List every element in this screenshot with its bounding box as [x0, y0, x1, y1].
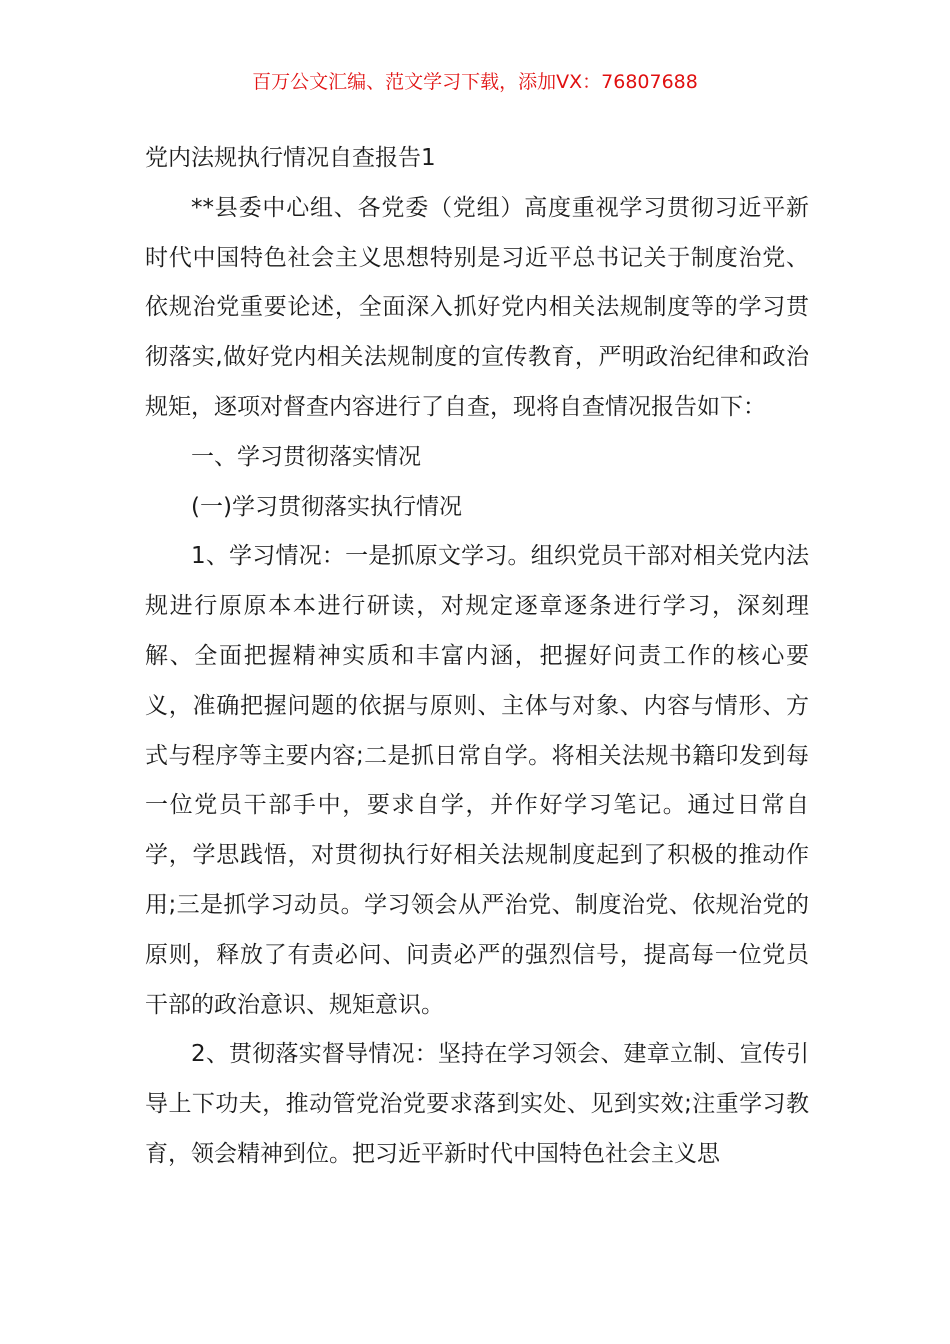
paragraph-study-situation: 1、学习情况：一是抓原文学习。组织党员干部对相关党内法规进行原原本本进行研读，对规定逐章逐条进行学习，深刻理解、全面把握精神实质和丰富内涵，把握好问责工作的核心要义，准确把握问题的依据与原则、主体与对象、内容与情形、方式与程序等主要内容;二是抓日常自学。将相关法规书籍印发到每一位党员干部手中，要求自学，并作好学习笔记。通过日常自学，学思践悟，对贯彻执行好相关法规制度起到了积极的推动作用;三是抓学习动员。学习领会从严治党、制度治党、依规治党的原则，释放了有责必问、问责必严的强烈信号，提高每一位党员干部的政治意识、规矩意识。: [145, 543, 809, 1018]
section-heading-1: 一、学习贯彻落实情况: [191, 443, 421, 470]
document-title: 党内法规执行情况自查报告1: [145, 145, 436, 171]
header-banner: 百万公文汇编、范文学习下载，添加VX：76807688: [252, 71, 698, 93]
paragraph-supervision-situation: 2、贯彻落实督导情况：坚持在学习领会、建章立制、宣传引导上下功夫，推动管党治党要求落到实处、见到实效;注重学习教育，领会精神到位。把习近平新时代中国特色社会主义思: [145, 1041, 809, 1167]
subsection-heading-1: (一)学习贯彻落实执行情况: [191, 493, 462, 520]
document-body: [145, 134, 809, 1180]
paragraph-intro: **县委中心组、各党委（党组）高度重视学习贯彻习近平新时代中国特色社会主义思想特别是习近平总书记关于制度治党、依规治党重要论述，全面深入抓好党内相关法规制度等的学习贯彻落实,做好党内相关法规制度的宣传教育，严明政治纪律和政治规矩，逐项对督查内容进行了自查，现将自查情况报告如下：: [145, 194, 809, 420]
